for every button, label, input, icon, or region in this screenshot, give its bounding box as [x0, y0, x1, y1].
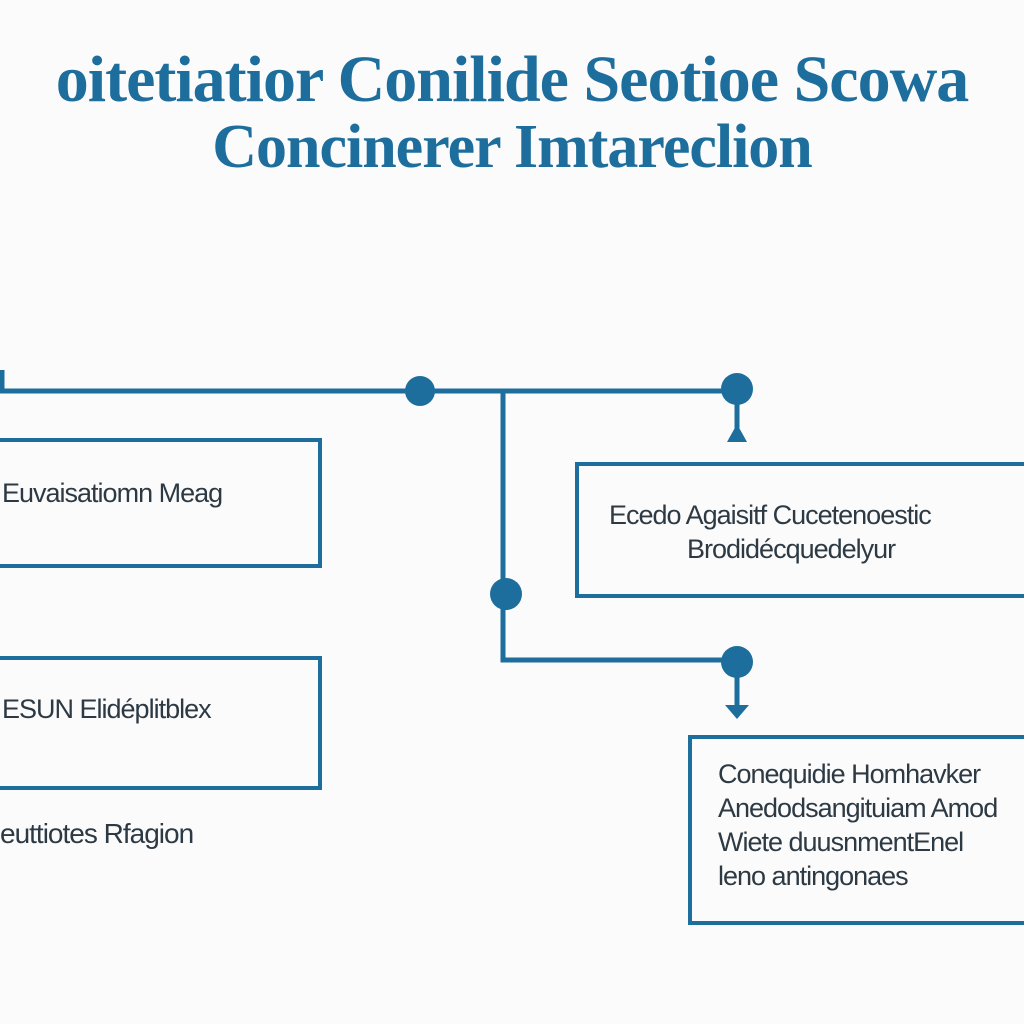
node-top-middle — [405, 376, 435, 406]
node-bottom-right — [721, 646, 753, 678]
box-right-bottom-line-1: Conequidie Homhavker — [718, 759, 981, 789]
caption-left: euttiotes Rfagion — [0, 818, 194, 849]
box-left-top-line-1: Euvaisatiomn Meag — [2, 478, 223, 508]
node-center-junction — [490, 578, 522, 610]
arrowhead-top-right — [727, 424, 747, 442]
box-right-top — [575, 462, 1024, 598]
box-right-top-line-1: Ecedo Agaisitf Cucetenoestic — [609, 500, 931, 530]
box-right-bottom — [688, 735, 1024, 925]
arrowhead-bottom-right — [725, 705, 749, 719]
box-left-bottom-line-1: ESUN Elidéplitblex — [2, 694, 211, 724]
node-top-right — [721, 373, 753, 405]
box-right-bottom-line-2: Anedodsangituiam Amod — [718, 793, 998, 823]
box-right-bottom-line-3: Wiete duusnmentEnel — [718, 827, 964, 857]
box-left-bottom — [0, 656, 322, 790]
box-right-top-line-2: Brodidécquedelyur — [687, 534, 896, 564]
diagram-title-line-2: Concinerer Imtareclion — [212, 113, 812, 181]
diagram-title-line-1: oitetiatior Conilide Seotioe Scowa — [55, 43, 969, 116]
box-right-bottom-line-4: leno antingonaes — [718, 861, 908, 891]
box-left-top — [0, 438, 322, 568]
